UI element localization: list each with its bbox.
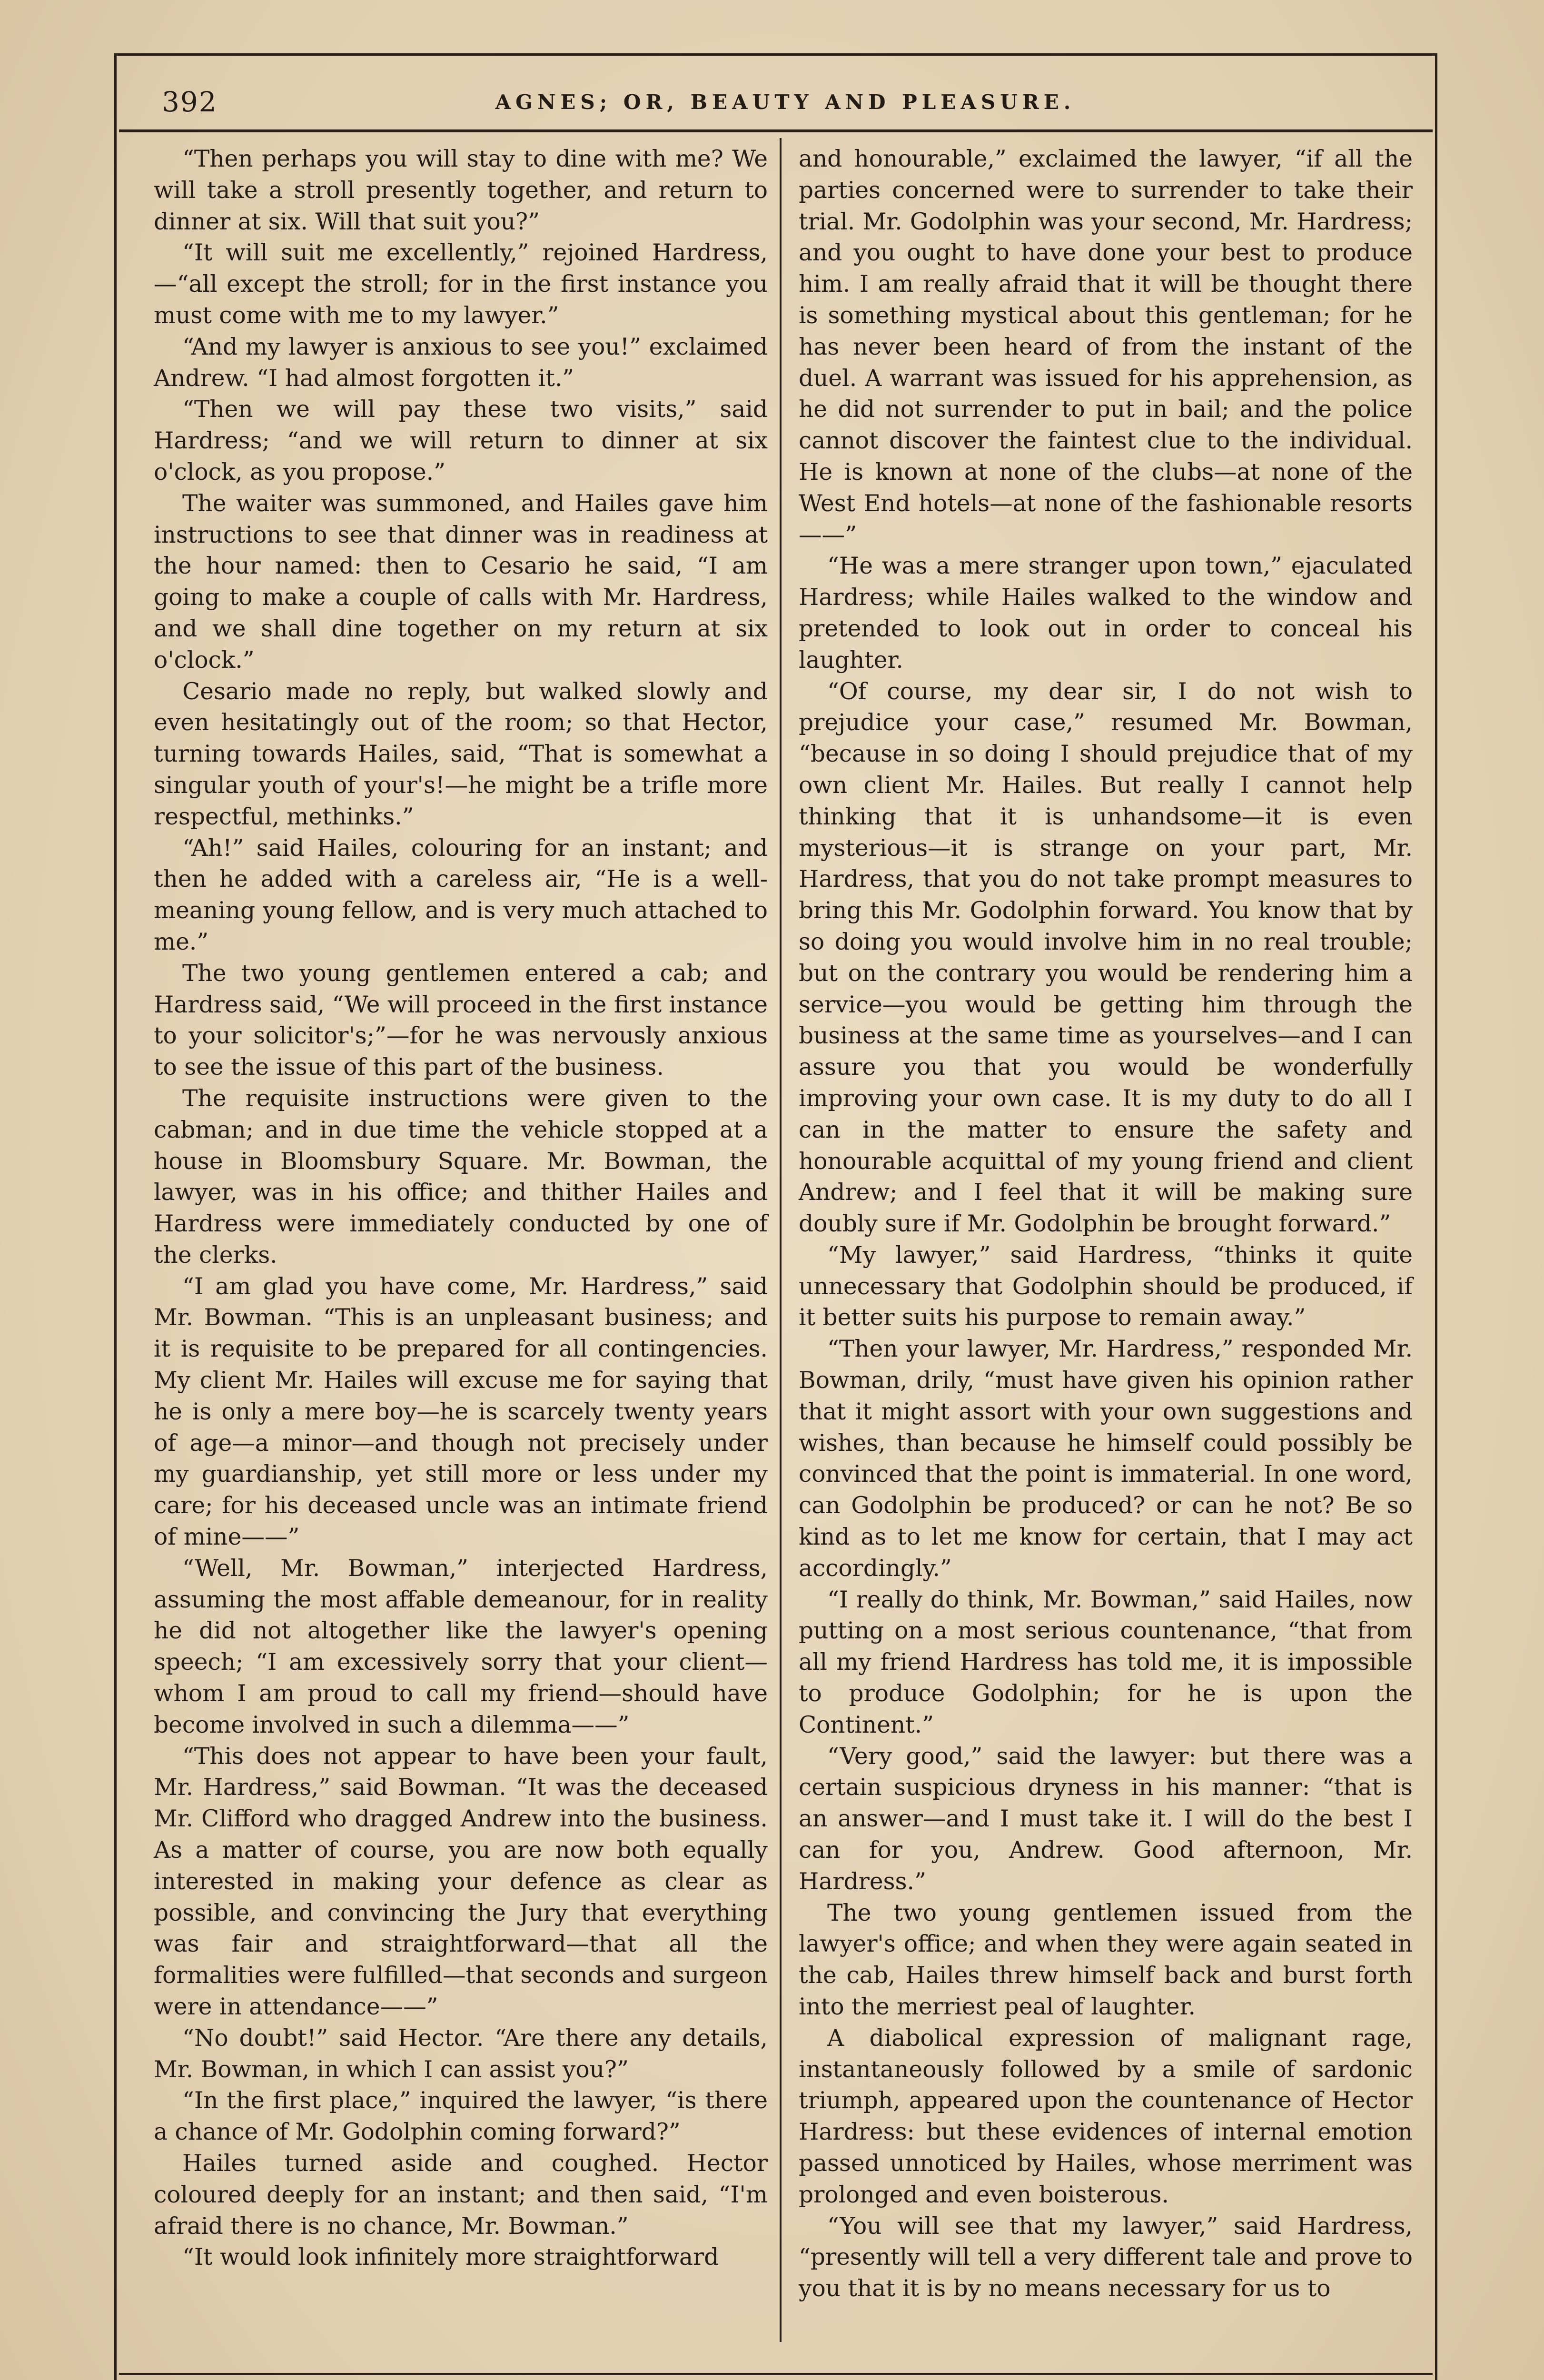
paragraph: “This does not appear to have been your fault, Mr. Hardress,” said Bowman. “It was the deceased Mr. Clifford who dragged Andrew into the business. As a matter of course, you are now both equally interested in making your defence as clear as possible, and convincing the Jury that everything was fair and straightforward—that all the formalities were fulfilled—that seconds and surgeon were in attendance——”: [154, 1743, 768, 2021]
paragraph: “In the first place,” inquired the lawyer, “is there a chance of Mr. Godolphin coming forward?”: [154, 2087, 768, 2146]
paragraph: “He was a mere stranger upon town,” ejaculated Hardress; while Hailes walked to the window and pretended to look out in order to conceal his laughter.: [799, 553, 1413, 674]
left-column: [154, 144, 768, 2273]
page-header: [143, 81, 1428, 124]
paragraph: “It will suit me excellently,” rejoined Hardress,—“all except the stroll; for in the first instance you must come with me to my lawyer.”: [154, 239, 768, 329]
running-title: AGNES; OR, BEAUTY AND PLEASURE.: [495, 90, 1076, 114]
footer-rule-thin: [119, 2373, 1433, 2375]
paragraph: “Then perhaps you will stay to dine with me? We will take a stroll presently together, and return to dinner at six. Will that suit you?”: [154, 146, 768, 235]
paragraph: “Then we will pay these two visits,” said Hardress; “and we will return to dinner at six o'clock, as you propose.”: [154, 396, 768, 486]
paragraph: “And my lawyer is anxious to see you!” exclaimed Andrew. “I had almost forgotten it.”: [154, 333, 768, 392]
paragraph: The two young gentlemen entered a cab; and Hardress said, “We will proceed in the first instance to your solicitor's;”—for he was nervously anxious to see the issue of this part of the business.: [154, 960, 768, 1081]
paragraph: “Ah!” said Hailes, colouring for an instant; and then he added with a careless air, “He is a well-meaning young fellow, and is very much attached to me.”: [154, 834, 768, 955]
right-column: [799, 144, 1413, 2305]
paragraph: “I really do think, Mr. Bowman,” said Hailes, now putting on a most serious countenance, “that from all my friend Hardress has told me, it is impossible to produce Godolphin; for he is upon the Continent.”: [799, 1586, 1413, 1738]
paragraph: “I am glad you have come, Mr. Hardress,” said Mr. Bowman. “This is an unpleasant business; and it is requisite to be prepared for all contingencies. My client Mr. Hailes will excuse me for saying that he is only a mere boy—he is scarcely twenty years of age—a minor—and though not precisely under my guardianship, yet still more or less under my care; for his deceased uncle was an intimate friend of mine——”: [154, 1273, 768, 1551]
paragraph: “You will see that my lawyer,” said Hardress, “presently will tell a very different tale and prove to you that it is by no means necessary for us to: [799, 2212, 1413, 2302]
column-divider: [780, 138, 782, 2342]
paragraph: “Then your lawyer, Mr. Hardress,” responded Mr. Bowman, drily, “must have given his opinion rather that it might assort with your own suggestions and wishes, than because he himself could possibly be convinced that the point is immaterial. In one word, can Godolphin be produced? or can he not? Be so kind as to let me know for certain, that I may act accordingly.”: [799, 1336, 1413, 1582]
page-number: 392: [162, 86, 218, 118]
paragraph: “No doubt!” said Hector. “Are there any details, Mr. Bowman, in which I can assist you?”: [154, 2024, 768, 2083]
paragraph: A diabolical expression of malignant rage, instantaneously followed by a smile of sardonic triumph, appeared upon the countenance of Hector Hardress: but these evidences of internal emotion passed unnoticed by Hailes, whose merriment was prolonged and even boisterous.: [799, 2024, 1413, 2208]
header-rule: [119, 129, 1433, 132]
paragraph: The waiter was summoned, and Hailes gave him instructions to see that dinner was in readiness at the hour named: then to Cesario he said, “I am going to make a couple of calls with Mr. Hardress, and we shall dine together on my return at six o'clock.”: [154, 490, 768, 674]
paragraph: Cesario made no reply, but walked slowly and even hesitatingly out of the room; so that Hector, turning towards Hailes, said, “That is somewhat a singular youth of your's!—he might be a trifle more respectful, methinks.”: [154, 678, 768, 830]
paragraph: Hailes turned aside and coughed. Hector coloured deeply for an instant; and then said, “I'm afraid there is no chance, Mr. Bowman.”: [154, 2150, 768, 2240]
paragraph: “It would look infinitely more straightforward: [182, 2244, 719, 2271]
paragraph: “Well, Mr. Bowman,” interjected Hardress, assuming the most affable demeanour, for in reality he did not altogether like the lawyer's opening speech; “I am excessively sorry that your client—whom I am proud to call my friend—should have become involved in such a dilemma——”: [154, 1555, 768, 1738]
paragraph: The two young gentlemen issued from the lawyer's office; and when they were again seated in the cab, Hailes threw himself back and burst forth into the merriest peal of laughter.: [799, 1899, 1413, 2021]
paragraph: and honourable,” exclaimed the lawyer, “if all the parties concerned were to surrender to take their trial. Mr. Godolphin was your second, Mr. Hardress; and you ought to have done your best to produce him. I am really afraid that it will be thought there is something mystical about this gentleman; for he has never been heard of from the instant of the duel. A warrant was issued for his apprehension, as he did not surrender to put in bail; and the police cannot discover the faintest clue to the individual. He is known at none of the clubs—at none of the West End hotels—at none of the fashionable resorts——”: [799, 146, 1413, 548]
paragraph: “Of course, my dear sir, I do not wish to prejudice your case,” resumed Mr. Bowman, “because in so doing I should prejudice that of my own client Mr. Hailes. But really I cannot help thinking that it is unhandsome—it is even mysterious—it is strange on your part, Mr. Hardress, that you do not take prompt measures to bring this Mr. Godolphin forward. You know that by so doing you would involve him in no real trouble; but on the contrary you would be rendering him a service—you would be getting him through the business at the same time as yourselves—and I can assure you that you would be wonderfully improving your own case. It is my duty to do all I can in the matter to ensure the safety and honourable acquittal of my young friend and client Andrew; and I feel that it will be making sure doubly sure if Mr. Godolphin be brought forward.”: [799, 678, 1413, 1238]
paragraph: “My lawyer,” said Hardress, “thinks it quite unnecessary that Godolphin should be produced, if it better suits his purpose to remain away.”: [799, 1241, 1413, 1331]
paragraph: The requisite instructions were given to the cabman; and in due time the vehicle stopped at a house in Bloomsbury Square. Mr. Bowman, the lawyer, was in his office; and thither Hailes and Hardress were immediately conducted by one of the clerks.: [154, 1085, 768, 1269]
paragraph: “Very good,” said the lawyer: but there was a certain suspicious dryness in his manner: “that is an answer—and I must take it. I will do the best I can for you, Andrew. Good afternoon, Mr. Hardress.”: [799, 1743, 1413, 1895]
